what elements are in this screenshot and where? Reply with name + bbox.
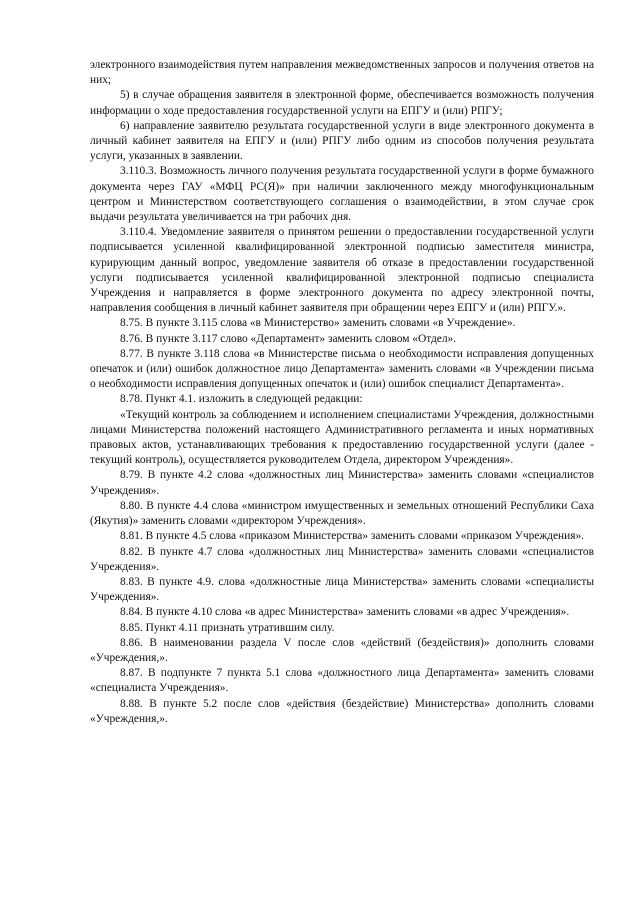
- paragraph: 8.87. В подпункте 7 пункта 5.1 слова «должностного лица Департамента» заменить словами «специалиста Учреждения».: [90, 667, 594, 695]
- paragraph: 8.82. В пункте 4.7 слова «должностных лиц Министерства» заменить словами «специалистов Учреждения».: [90, 545, 594, 573]
- paragraph: 6) направление заявителю результата государственной услуги в виде электронного документа в личный кабинет заявителя на ЕПГУ и (или) РПГУ либо одним из способов получения результата услуги, указанных в заявлении.: [90, 119, 594, 163]
- paragraph: 8.80. В пункте 4.4 слова «министром имущественных и земельных отношений Республики Саха (Якутия)» заменить словами «директором Учреждения».: [90, 499, 594, 528]
- paragraph: 8.79. В пункте 4.2 слова «должностных лиц Министерства» заменить словами «специалистов Учреждения».: [90, 469, 594, 497]
- paragraph: 8.84. В пункте 4.10 слова «в адрес Министерства» заменить словами «в адрес Учреждения».: [120, 606, 570, 619]
- paragraph: электронного взаимодействия путем направления межведомственных запросов и получения ответов на них;: [90, 59, 594, 87]
- paragraph: 8.78. Пункт 4.1. изложить в следующей редакции:: [120, 393, 363, 406]
- paragraph: 8.75. В пункте 3.115 слова «в Министерство» заменить словами «в Учреждение».: [120, 317, 516, 330]
- document-page: [90, 58, 594, 727]
- paragraph: 3.110.4. Уведомление заявителя о принятом решении о предоставлении государственной услуги подписывается усиленной квалифицированной электронной подписью заместителя министра, курирующим данный вопрос, уведомление заявителя об отказе в предоставлении государственной услуги подписывается усиленной квалифицированной электронной подписью специалиста Учреждения и направляется в форме электронного документа по адресу электронной почты, направления сообщения в личный кабинет заявителя при обращении через ЕПГУ и (или) РПГУ.».: [90, 226, 594, 315]
- paragraph: 8.83. В пункте 4.9. слова «должностные лица Министерства» заменить словами «специалисты Учреждения».: [90, 575, 594, 604]
- paragraph: 8.85. Пункт 4.11 признать утратившим силу.: [120, 621, 335, 634]
- paragraph: 8.77. В пункте 3.118 слова «в Министерстве письма о необходимости исправления допущенных опечаток и (или) ошибок должностное лицо Департамента» заменить словами «в Учреждении письма о необходимости исправления допущенных опечаток и (или) ошибок специалист Департамента».: [90, 347, 594, 391]
- paragraph: 3.110.3. Возможность личного получения результата государственной услуги в форме бумажного документа через ГАУ «МФЦ РС(Я)» при наличии заключенного между многофункциональным центром и Министерством соответствующего соглашения о взаимодействии, в этом случае срок выдачи результата увеличивается на три рабочих дня.: [90, 165, 594, 224]
- paragraph: 8.88. В пункте 5.2 после слов «действия (бездействие) Министерства» дополнить словами «Учреждения,».: [90, 697, 594, 725]
- paragraph: «Текущий контроль за соблюдением и исполнением специалистами Учреждения, должностными лицами Министерства положений настоящего Административного регламента и иных нормативных правовых актов, устанавливающих требования к предоставлению государственной услуги (далее - текущий контроль), осуществляется руководителем Отдела, директором Учреждения».: [90, 408, 594, 467]
- paragraph: 8.86. В наименовании раздела V после слов «действий (бездействия)» дополнить словами «Учреждения,».: [90, 636, 594, 664]
- paragraph: 8.76. В пункте 3.117 слово «Департамент» заменить словом «Отдел».: [120, 332, 457, 345]
- paragraph: 8.81. В пункте 4.5 слова «приказом Министерства» заменить словами «приказом Учреждения».: [120, 530, 585, 543]
- paragraph: 5) в случае обращения заявителя в электронной форме, обеспечивается возможность получения информации о ходе предоставления государственной услуги на ЕПГУ и (или) РПГУ;: [90, 89, 594, 117]
